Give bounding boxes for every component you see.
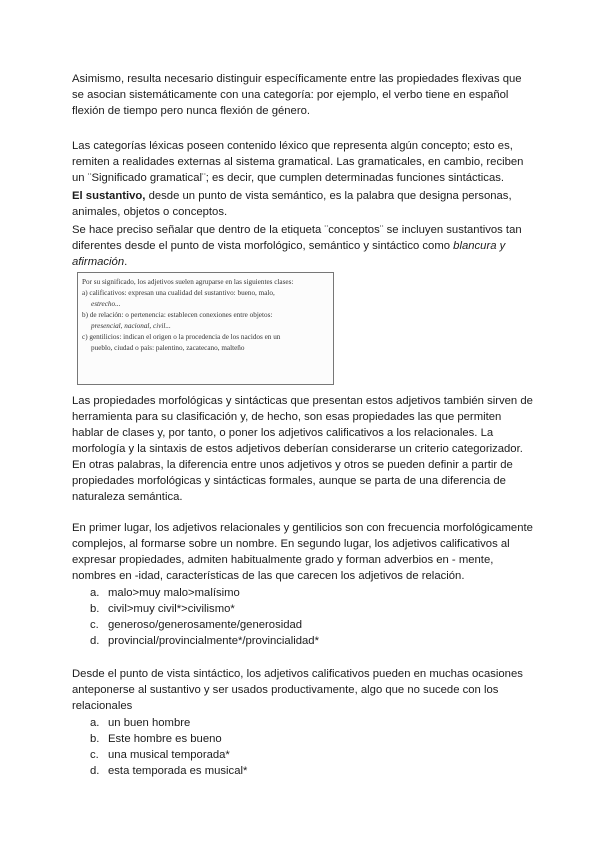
text-line: se asocian sistemáticamente con una categoría: por ejemplo, el verbo tiene en español bbox=[72, 89, 509, 101]
text-line: En otras palabras, la diferencia entre unos adjetivos y otros se pueden definir a partir de bbox=[72, 459, 513, 471]
paragraph-lexical-categories bbox=[72, 138, 537, 270]
figure-line: Por su significado, los adjetivos suelen agruparse en las siguientes clases: bbox=[82, 278, 294, 286]
list-item bbox=[72, 747, 537, 763]
morphology-examples-list bbox=[72, 585, 537, 649]
list-marker: d. bbox=[90, 635, 100, 647]
text-line: Se hace preciso señalar que dentro de la etiqueta ¨conceptos¨ se incluyen sustantivos tan bbox=[72, 224, 522, 236]
list-item bbox=[72, 633, 537, 649]
text-line: complejos, al formarse sobre un nombre. En segundo lugar, los adjetivos calificativos al bbox=[72, 538, 510, 550]
list-item-text: malo>muy malo>malísimo bbox=[108, 587, 240, 599]
text-line: anteponerse al sustantivo y ser usados productivamente, algo que no sucede con los bbox=[72, 684, 499, 696]
syntax-examples-list bbox=[72, 715, 537, 779]
figure-line: pueblo, ciudad o país: palentino, zacatecano, malteño bbox=[91, 344, 245, 352]
example-word: afirmación bbox=[72, 256, 125, 268]
adjective-classes-figure bbox=[77, 272, 334, 385]
sustantivo-term: El sustantivo, bbox=[72, 190, 146, 202]
example-word: blancura y bbox=[453, 240, 506, 252]
list-item-text: una musical temporada* bbox=[108, 749, 230, 761]
list-marker: a. bbox=[90, 717, 100, 729]
list-item bbox=[72, 763, 537, 779]
list-item-text: un buen hombre bbox=[108, 717, 191, 729]
list-item-text: generoso/generosamente/generosidad bbox=[108, 619, 303, 631]
list-marker: d. bbox=[90, 765, 100, 777]
list-item bbox=[72, 585, 537, 601]
text-line: remiten a realidades externas al sistema gramatical. Las gramaticales, en cambio, reciben bbox=[72, 156, 524, 168]
text-line: flexión de tiempo pero nunca flexión de género. bbox=[72, 105, 311, 117]
text-line: . bbox=[124, 256, 128, 268]
list-marker: b. bbox=[90, 733, 100, 745]
list-marker: a. bbox=[90, 587, 100, 599]
text-line: Las propiedades morfológicas y sintácticas que presentan estos adjetivos también sirven de bbox=[72, 395, 533, 407]
paragraph-flexive-properties bbox=[72, 71, 537, 119]
text-line: Las categorías léxicas poseen contenido léxico que representa algún concepto; esto es, bbox=[72, 140, 513, 152]
list-item-text: Este hombre es bueno bbox=[108, 733, 222, 745]
list-item bbox=[72, 715, 537, 731]
sustantivo-definition bbox=[72, 188, 537, 220]
figure-line: estrecho... bbox=[91, 300, 121, 308]
text-line: propiedades morfológicas y sintácticas formales, aunque se parta de una diferencia de bbox=[72, 475, 506, 487]
figure-line: a) calificativos: expresan una cualidad del sustantivo: bueno, malo, bbox=[82, 289, 275, 297]
list-item-text: provincial/provincialmente*/provincialidad* bbox=[108, 635, 319, 647]
text-line: desde un punto de vista semántico, es la palabra que designa personas, bbox=[145, 190, 512, 202]
paragraph-morphological-properties bbox=[72, 393, 537, 505]
text-line: En primer lugar, los adjetivos relacionales y gentilicios son con frecuencia morfológicamente bbox=[72, 522, 533, 534]
list-marker: c. bbox=[90, 749, 99, 761]
text-line: naturaleza semántica. bbox=[72, 491, 183, 503]
text-line: diferentes desde el punto de vista morfológico, semántico y sintáctico como bbox=[72, 240, 454, 252]
list-item bbox=[72, 601, 537, 617]
paragraph-syntactic-view bbox=[72, 666, 537, 779]
text-line: herramienta para su clasificación y, de hecho, son esas propiedades las que permiten bbox=[72, 411, 502, 423]
figure-line: b) de relación: o pertenencia: establecen conexiones entre objetos: bbox=[82, 311, 273, 319]
text-line: expresar propiedades, admiten habitualmente grado y forman adverbios en - mente, bbox=[72, 554, 494, 566]
list-item-text: civil>muy civil*>civilismo* bbox=[108, 603, 235, 615]
figure-line: c) gentilicios: indican el origen o la procedencia de los nacidos en un bbox=[82, 333, 281, 341]
text-line: morfología y la sintaxis de estos adjetivos deberían considerarse un criterio categorizador. bbox=[72, 443, 523, 455]
list-item bbox=[72, 617, 537, 633]
text-line: hablar de clases y, por tanto, o poner los adjetivos calificativos a los relacionales. La bbox=[72, 427, 494, 439]
list-item bbox=[72, 731, 537, 747]
paragraph-relational-adjectives bbox=[72, 520, 537, 649]
text-line: Asimismo, resulta necesario distinguir específicamente entre las propiedades flexivas que bbox=[72, 73, 522, 85]
text-line: animales, objetos o conceptos. bbox=[72, 206, 228, 218]
text-line: Desde el punto de vista sintáctico, los adjetivos calificativos pueden en muchas ocasiones bbox=[72, 668, 523, 680]
list-marker: b. bbox=[90, 603, 100, 615]
text-line: nombres en -idad, características de las que carecen los adjetivos de relación. bbox=[72, 570, 465, 582]
list-item-text: esta temporada es musical* bbox=[108, 765, 248, 777]
text-line: un ¨Significado gramatical¨; es decir, que cumplen determinadas funciones sintácticas. bbox=[72, 172, 505, 184]
text-line: relacionales bbox=[72, 700, 133, 712]
conceptos-note bbox=[72, 222, 537, 270]
figure-line: presencial, nacional, civil... bbox=[91, 322, 171, 330]
list-marker: c. bbox=[90, 619, 99, 631]
